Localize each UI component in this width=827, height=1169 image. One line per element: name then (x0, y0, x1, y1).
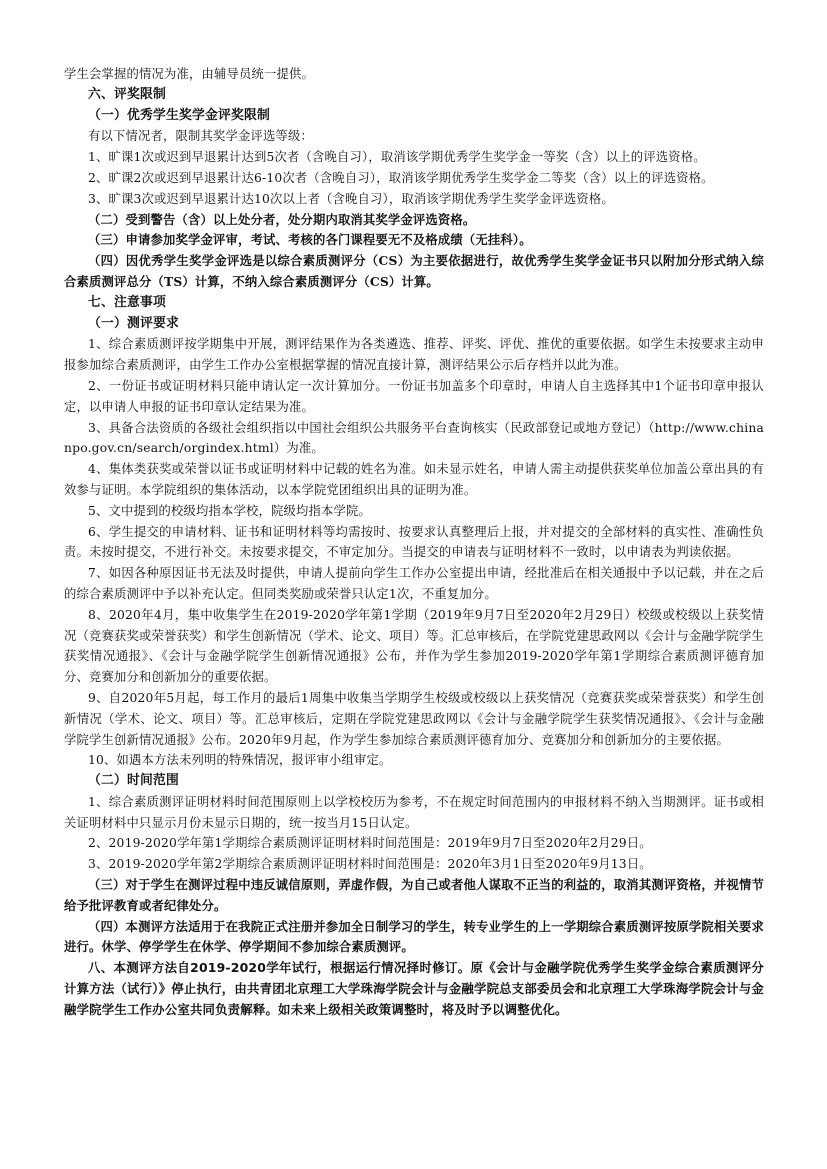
section-heading: 六、评奖限制 (88, 86, 166, 102)
paragraph: 3、旷课3次或迟到早退累计达10次以上者（含晚自习），取消该学期优秀学生奖学金评选资格。 (88, 191, 614, 206)
document-body (64, 64, 764, 1021)
paragraph: 7、如因各种原因证书无法及时提供，申请人提前向学生工作办公室提出申请，经批准后在相关通报中予以记载，并在之后的综合素质测评中予以补充认定。但同类奖励或荣誉只认定1次，不重复加分。 (64, 566, 764, 601)
bold-paragraph: （三）对于学生在测评过程中违反诚信原则，弄虚作假，为自己或者他人谋取不正当的利益的，取消其测评资格，并视情节给予批评教育或者纪律处分。 (64, 877, 764, 913)
paragraph: 3、2019-2020学年第2学期综合素质测评证明材料时间范围是：2020年3月1日至2020年9月13日。 (88, 857, 652, 872)
bold-paragraph: （四）本测评方法适用于在我院正式注册并参加全日制学习的学生，转专业学生的上一学期综合素质测评按原学院相关要求进行。休学、停学学生在休学、停学期间不参加综合素质测评。 (64, 918, 764, 955)
paragraph: 8、2020年4月，集中收集学生在2019-2020学年第1学期（2019年9月7日至2020年2月29日）校级或校级以上获奖情况（竞赛获奖或荣誉获奖）和学生创新情况（学术、论文、项目）等。汇总审核后，在学院党建思政网以《会计与金融学院学生获奖情况通报》、《会计与金融学院学生创新情况通报》公布，并作为学生参加2019-2020学年第1学期综合素质测评德育加分、竞赛加分和创新加分的重要依据。 (64, 607, 764, 685)
subsection-heading: （一）优秀学生奖学金评奖限制 (88, 107, 270, 123)
bold-paragraph: （二）受到警告（含）以上处分者，处分期内取消其奖学金评选资格。 (88, 211, 476, 227)
paragraph: 2、2019-2020学年第1学期综合素质测评证明材料时间范围是：2019年9月7日至2020年2月29日。 (88, 836, 652, 851)
paragraph: 10、如遇本方法未列明的特殊情况，报评审小组审定。 (88, 753, 392, 768)
paragraph: 3、具备合法资质的各级社会组织指以中国社会组织公共服务平台查询核实（民政部登记或地方登记）（http://www.chinanpo.gov.cn/search/orgindex.html）为准。 (64, 420, 764, 456)
paragraph: 6、学生提交的申请材料、证书和证明材料等均需按时、按要求认真整理后上报，并对提交的全部材料的真实性、准确性负责。未按时提交，不进行补交。未按要求提交，不审定加分。当提交的申请表与证明材料不一致时，以申请表为判读依据。 (64, 524, 764, 560)
bold-paragraph: （三）申请参加奖学金评审，考试、考核的各门课程要无不及格成绩（无挂科）。 (88, 232, 532, 248)
bold-paragraph: （四）因优秀学生奖学金评选是以综合素质测评分（CS）为主要依据进行，故优秀学生奖学金证书只以附加分形式纳入综合素质测评总分（TS）计算，不纳入综合素质测评分（CS）计算。 (64, 253, 764, 289)
paragraph: 2、一份证书或证明材料只能申请认定一次计算加分。一份证书加盖多个印章时，申请人自主选择其中1个证书印章申报认定，以申请人申报的证书印章认定结果为准。 (64, 378, 764, 414)
paragraph: 有以下情况者，限制其奖学金评选等级： (88, 129, 313, 144)
paragraph: 学生会掌握的情况为准，由辅导员统一提供。 (64, 67, 314, 81)
section-heading: 七、注意事项 (88, 294, 166, 310)
paragraph: 5、文中提到的校级均指本学校，院级均指本学院。 (88, 503, 371, 518)
paragraph: 1、综合素质测评按学期集中开展，测评结果作为各类遴选、推荐、评奖、评优、推优的重要依据。如学生未按要求主动申报参加综合素质测评，由学生工作办公室根据掌握的情况直接计算，测评结果公示后存档并以此为准。 (64, 337, 764, 373)
closing-paragraph: 八、本测评方法自2019-2020学年试行，根据运行情况择时修订。原《会计与金融学院优秀学生奖学金综合素质测评分计算方法（试行）》停止执行，由共青团北京理工大学珠海学院会计与金融学院总支部委员会和北京理工大学珠海学院会计与金融学院学生工作办公室共同负责解释。如未来上级相关政策调整时，将及时予以调整优化。 (64, 960, 764, 1017)
paragraph: 2、旷课2次或迟到早退累计达6-10次者（含晚自习），取消该学期优秀学生奖学金二等奖（含）以上的评选资格。 (88, 170, 714, 185)
subsection-heading: （一）测评要求 (88, 315, 179, 331)
paragraph: 4、集体类获奖或荣誉以证书或证明材料中记载的姓名为准。如未显示姓名，申请人需主动提供获奖单位加盖公章出具的有效参与证明。本学院组织的集体活动，以本学院党团组织出具的证明为准。 (64, 462, 764, 497)
subsection-heading: （二）时间范围 (88, 773, 179, 789)
paragraph: 1、旷课1次或迟到早退累计达到5次者（含晚自习），取消该学期优秀学生奖学金一等奖（含）以上的评选资格。 (88, 150, 706, 165)
paragraph: 1、综合素质测评证明材料时间范围原则上以学校校历为参考，不在规定时间范围内的申报材料不纳入当期测评。证书或相关证明材料中只显示月份未显示日期的，统一按当月15日认定。 (64, 794, 764, 830)
paragraph: 9、自2020年5月起，每工作月的最后1周集中收集当学期学生校级或校级以上获奖情况（竞赛获奖或荣誉获奖）和学生创新情况（学术、论文、项目）等。汇总审核后，定期在学院党建思政网以《会计与金融学院学生获奖情况通报》、《会计与金融学院学生创新情况通报》公布。2020年9月起，作为学生参加综合素质测评德育加分、竞赛加分和创新加分的主要依据。 (64, 690, 764, 747)
